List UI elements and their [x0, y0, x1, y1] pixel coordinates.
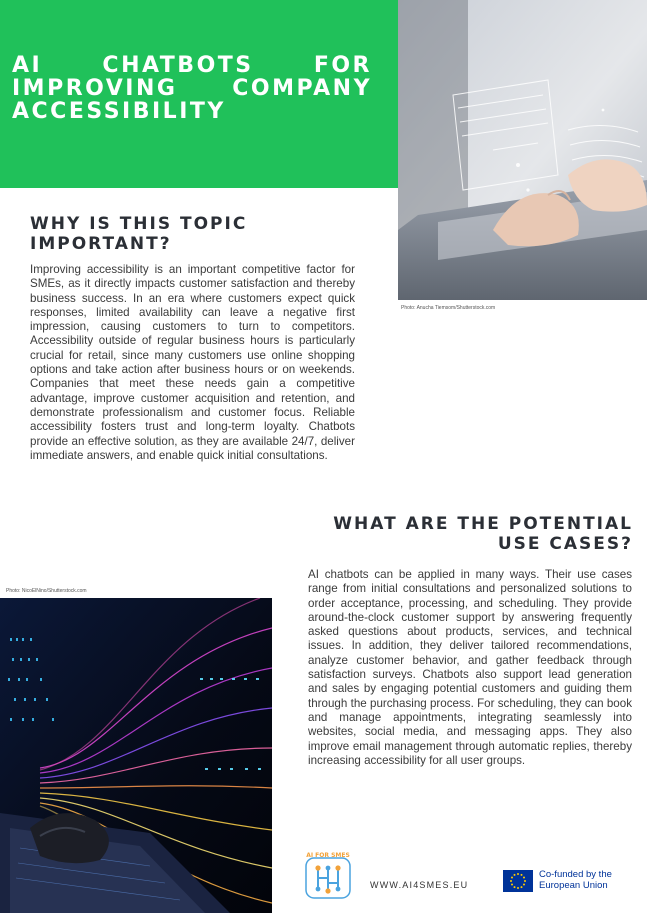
- section-body-why: Improving accessibility is an important competitive factor for SMEs, as it directly impacts customer satisfaction and thereby business success. In an era where customers expect quick responses, limited availability can leave a negative first impression, causing customers to turn to competitors. Accessibility outside of regular business hours is particularly crucial for retail, since many customers use online shopping options and take action after business hours or on weekends. Companies that meet these needs gain a competitive advantage, improve customer acquisition and retention, and demonstrate professionalism and customer focus. Reliable accessibility fosters trust and long-term loyalty. Chatbots provide an effective solution, as they are available 24/7, deliver immediate answers, and enable quick initial consultations.: [30, 263, 355, 462]
- title-banner: [0, 0, 398, 188]
- laptop-data-stream-illustration: [0, 598, 272, 913]
- section-body-use-cases: AI chatbots can be applied in many ways. Their use cases range from initial consultations and personalized solutions to order acceptance, processing, and scheduling. They provide around-the-clock customer support by answering frequently asked questions about products, services, and technical issues. In addition, they deliver tailored recommendations, analyze customer behavior, and gather feedback through satisfaction surveys. Chatbots also support lead generation and sales by engaging potential customers and guiding them through the purchasing process. For scheduling, they can book and manage appointments, integrating seamlessly into websites, social media, and messaging apps. They also improve email management through automatic replies, thereby increasing accessibility for all user groups.: [308, 568, 632, 767]
- page-title: AI CHATBOTS FOR IMPROVING COMPANY ACCESSIBILITY: [12, 53, 372, 124]
- ai4smes-logo: [303, 851, 353, 901]
- data-photo-credit: Photo: NicoElNino/Shutterstock.com: [6, 588, 87, 594]
- data-stream-photo: [0, 598, 272, 913]
- section-heading-why: WHY IS THIS TOPIC IMPORTANT?: [30, 214, 248, 254]
- laptop-photo: [398, 0, 647, 300]
- eu-line-1: Co-funded by the: [539, 869, 612, 880]
- laptop-hands-illustration: [398, 0, 647, 300]
- laptop-photo-credit: Photo: Anucha Tiemsom/Shutterstock.com: [401, 305, 496, 311]
- eu-cofunded-text: [539, 869, 612, 891]
- eu-flag-icon: [503, 870, 533, 892]
- circuit-brain-icon: [303, 851, 353, 901]
- eu-line-2: European Union: [539, 880, 608, 891]
- logo-lettering: AI FOR SMES: [306, 852, 350, 859]
- website-url[interactable]: WWW.AI4SMES.EU: [370, 880, 469, 890]
- section-heading-use-cases: WHAT ARE THE POTENTIAL USE CASES?: [333, 514, 633, 554]
